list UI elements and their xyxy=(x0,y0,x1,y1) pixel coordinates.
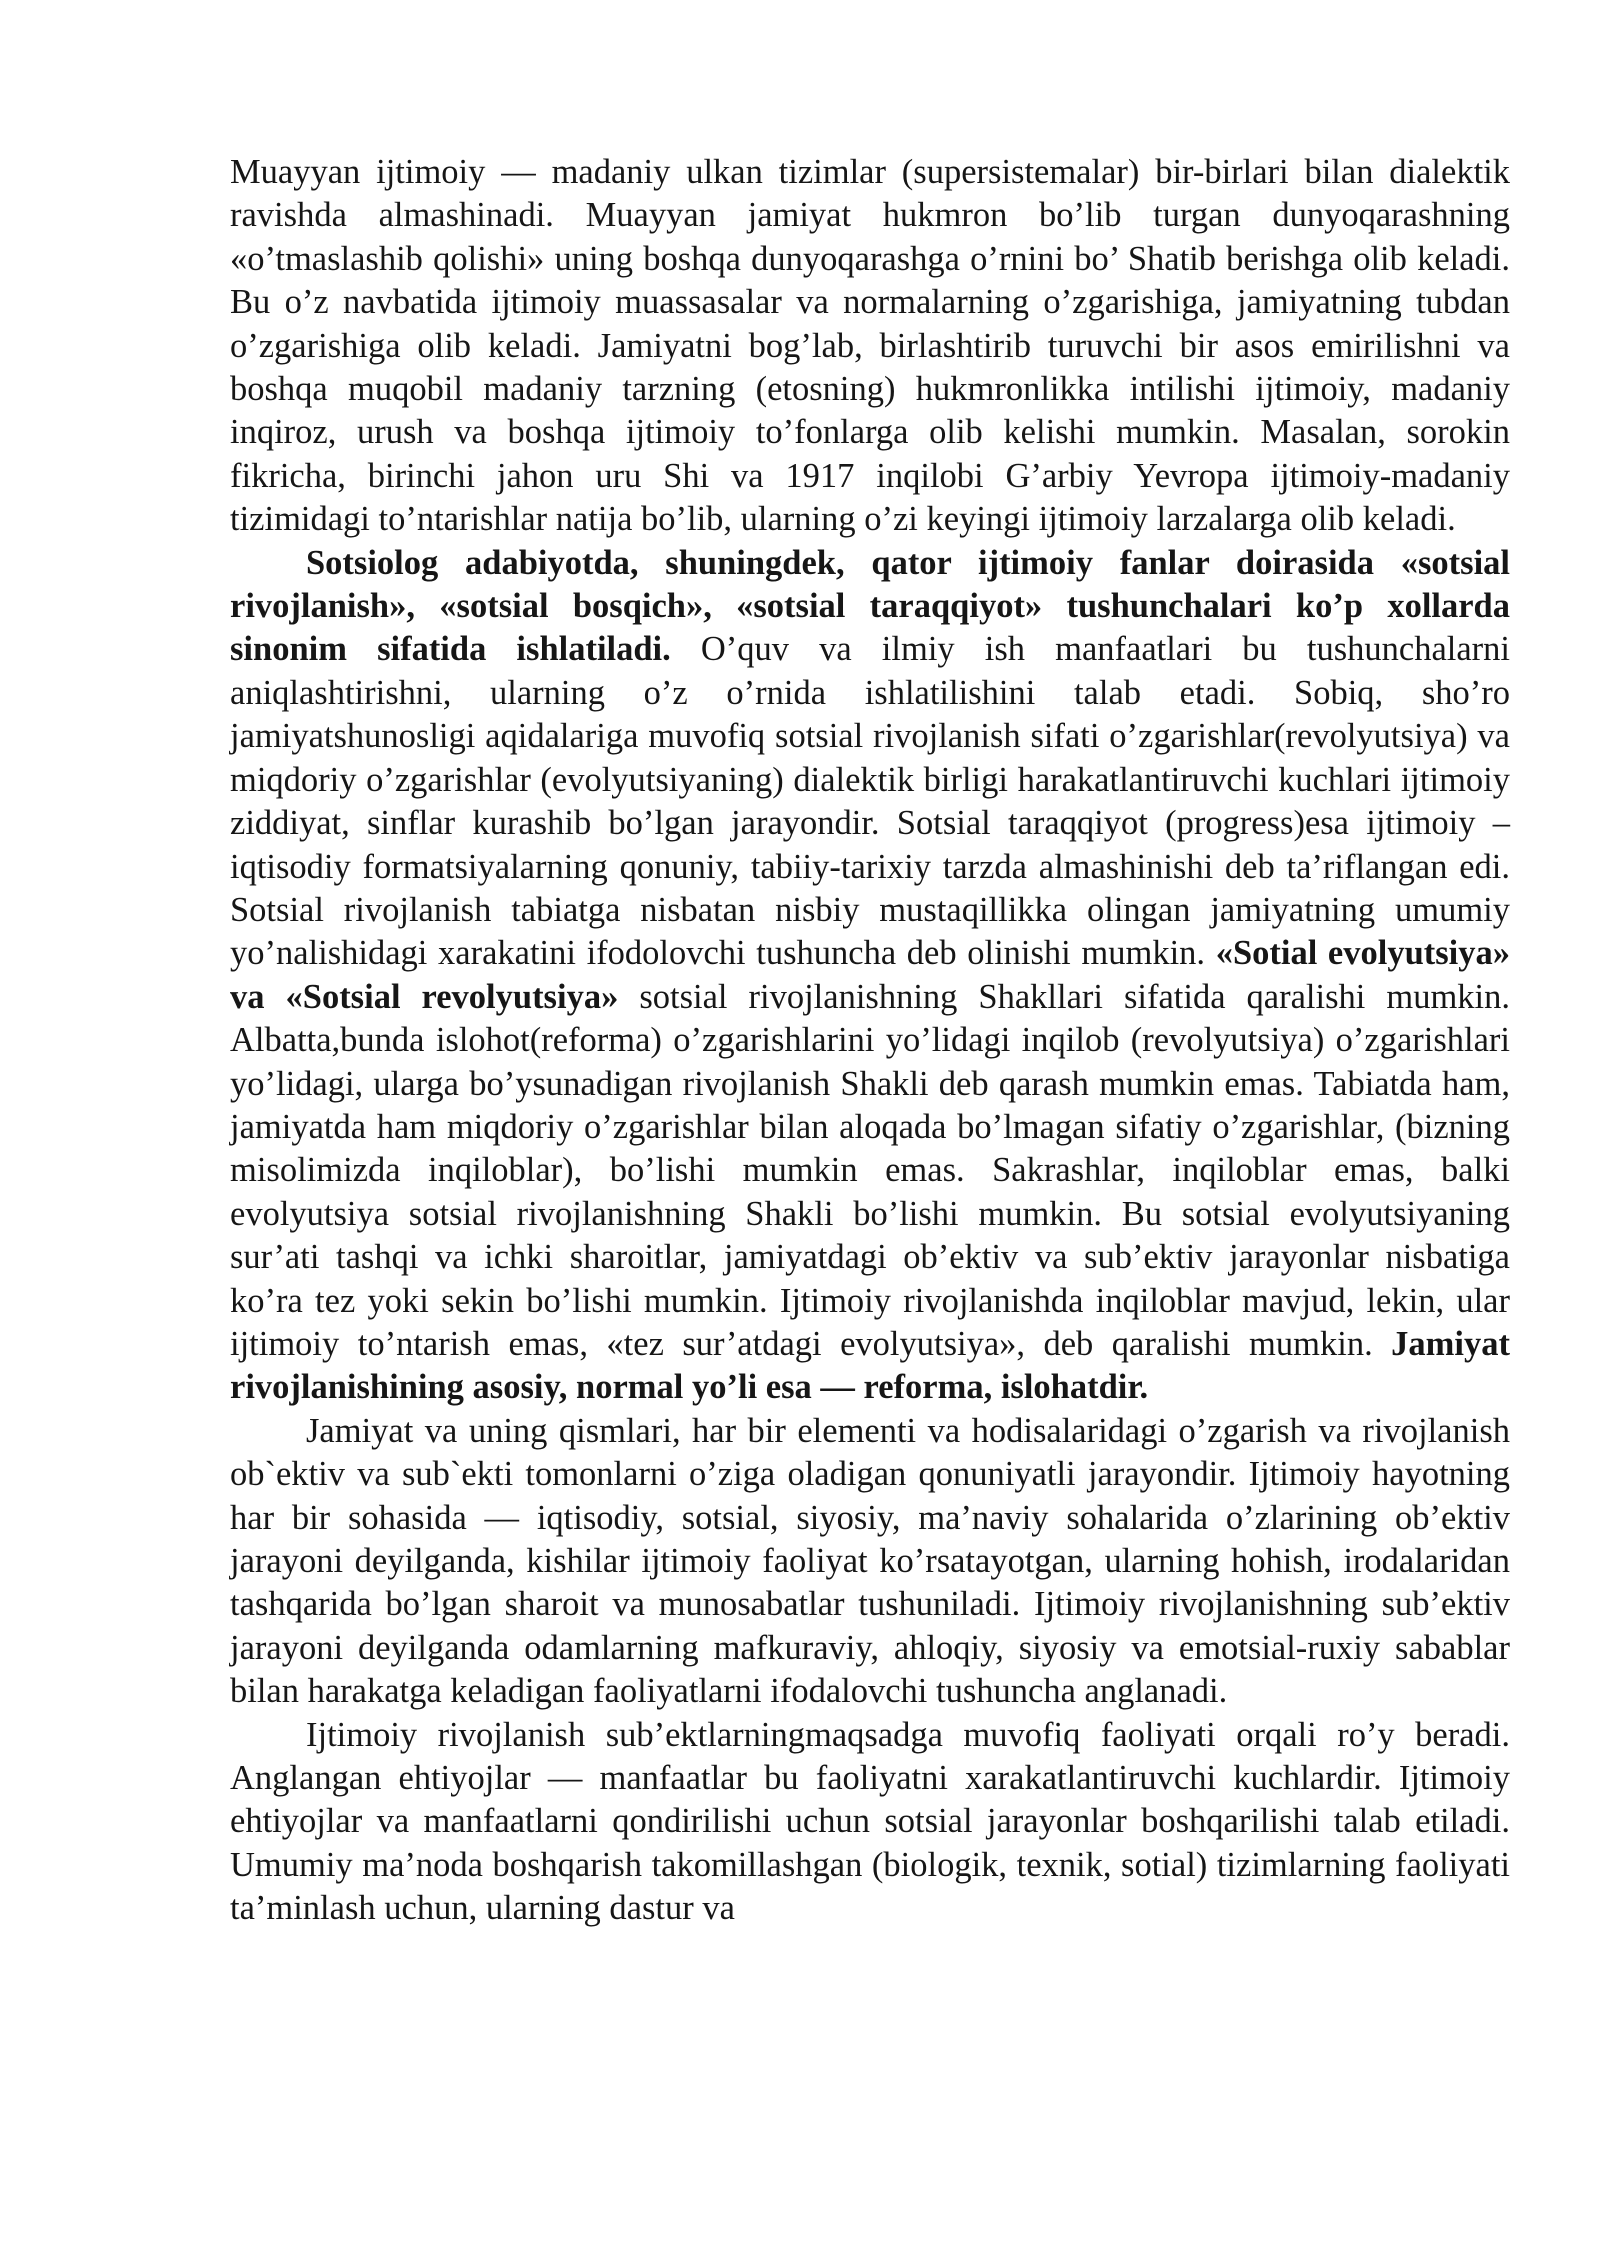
paragraph-2-bold-lead: Sotsiolog adabiyotda, shuningdek, qator ijtimoiy fanlar doirasida «sotsial rivojlanish», «sotsial bosqich», «sotsial taraqqiyot» tushunchalari ko’p xollarda sinonim sifatida ishlatiladi. xyxy=(230,543,1510,669)
paragraph-2 xyxy=(230,542,1510,1410)
paragraph-4 xyxy=(230,1714,1510,1931)
paragraph-2-text-a: O’quv va ilmiy ish manfaatlari bu tushunchalarni aniqlashtirishni, ularning o’z o’rnida ishlatilishini talab etadi. Sobiq, sho’ro jamiyatshunosligi aqidalariga muvofiq sotsial rivojlanish sifati o’zgarishlar(revolyutsiya) va miqdoriy o’zgarishlar (evolyutsiyaning) dialektik birligi harakatlantiruvchi kuchlari ijtimoiy ziddiyat, sinflar kurashib bo’lgan jarayondir. Sotsial taraqqiyot (progress)esa ijtimoiy – iqtisodiy formatsiyalarning qonuniy, tabiiy-tarixiy tarzda almashinishi deb ta’riflangan edi. Sotsial rivojlanish tabiatga nisbatan nisbiy mustaqillikka olingan jamiyatning umumiy yo’nalishidagi xarakatini ifodolovchi tushuncha deb olinishi mumkin. xyxy=(230,630,1511,973)
paragraph-3 xyxy=(230,1410,1510,1714)
paragraph-2-text-b: sotsial rivojlanishning Shakllari sifatida qaralishi mumkin. Albatta,bunda islohot(reforma) o’zgarishlarini yo’lidagi inqilob (revolyutsiya) o’zgarishlari yo’lidagi, ularga bo’ysunadigan rivojlanish Shakli deb qarash mumkin emas. Tabiatda ham, jamiyatda ham miqdoriy o’zgarishlar bilan aloqada bo’lmagan sifatiy o’zgarishlar, (bizning misolimizda inqiloblar), bo’lishi mumkin emas. Sakrashlar, inqiloblar emas, balki evolyutsiya sotsial rivojlanishning Shakli bo’lishi mumkin. Bu sotsial evolyutsiyaning sur’ati tashqi va ichki sharoitlar, jamiyatdagi ob’ektiv va sub’ektiv jarayonlar nisbatiga ko’ra tez yoki sekin bo’lishi mumkin. Ijtimoiy rivojlanishda inqiloblar mavjud, lekin, ular ijtimoiy to’ntarish emas, «tez sur’atdagi evolyutsiya», deb qaralishi mumkin. xyxy=(230,977,1510,1363)
document-page xyxy=(230,151,1510,1931)
paragraph-1-text: Muayyan ijtimoiy — madaniy ulkan tizimlar (supersistemalar) bir-birlari bilan dialektik ravishda almashinadi. Muayyan jamiyat hukmron bo’lib turgan dunyoqarashning «o’tmaslashib qolishi» uning boshqa dunyoqarashga o’rnini bo’ Shatib berishga olib keladi. Bu o’z navbatida ijtimoiy muassasalar va normalarning o’zgarishiga, jamiyatning tubdan o’zgarishiga olib keladi. Jamiyatni bog’lab, birlashtirib turuvchi bir asos emirilishni va boshqa muqobil madaniy tarzning (etosning) hukmronlikka intilishi ijtimoiy, madaniy inqiroz, urush va boshqa ijtimoiy to’fonlarga olib kelishi mumkin. Masalan, sorokin fikricha, birinchi jahon uru Shi va 1917 inqilobi G’arbiy Yevropa ijtimoiy-madaniy tizimidagi to’ntarishlar natija bo’lib, ularning o’zi keyingi ijtimoiy larzalarga olib keladi. xyxy=(230,153,1510,539)
paragraph-1 xyxy=(230,151,1510,542)
paragraph-2-bold-term: «Sotial evolyutsiya» va «Sotsial revolyutsiya» xyxy=(230,934,1511,1016)
paragraph-2-bold-conclusion: Jamiyat rivojlanishining asosiy, normal yo’li esa — reforma, islohatdir. xyxy=(230,1324,1510,1407)
paragraph-4-text: Ijtimoiy rivojlanish sub’ektlarningmaqsadga muvofiq faoliyati orqali ro’y beradi. Anglangan ehtiyojlar — manfaatlar bu faoliyatni xarakatlantiruvchi kuchlardir. Ijtimoiy ehtiyojlar va manfaatlarni qondirilishi uchun sotsial jarayonlar boshqarilishi talab etiladi. Umumiy ma’noda boshqarish takomillashgan (biologik, texnik, sotial) tizimlarning faoliyati ta’minlash uchun, ularning dastur va xyxy=(230,1715,1510,1928)
paragraph-3-text: Jamiyat va uning qismlari, har bir elementi va hodisalaridagi o’zgarish va rivojlanish ob`ektiv va sub`ekti tomonlarni o’ziga oladigan qonuniyatli jarayondir. Ijtimoiy hayotning har bir sohasida — iqtisodiy, sotsial, siyosiy, ma’naviy sohalarida o’zlarining ob’ektiv jarayoni deyilganda, kishilar ijtimoiy faoliyat ko’rsatayotgan, ularning hohish, irodalaridan tashqarida bo’lgan sharoit va munosabatlar tushuniladi. Ijtimoiy rivojlanishning sub’ektiv jarayoni deyilganda odamlarning mafkuraviy, ahloqiy, siyosiy va emotsial-ruxiy sabablar bilan harakatga keladigan faoliyatlarni ifodalovchi tushuncha anglanadi. xyxy=(230,1411,1510,1711)
